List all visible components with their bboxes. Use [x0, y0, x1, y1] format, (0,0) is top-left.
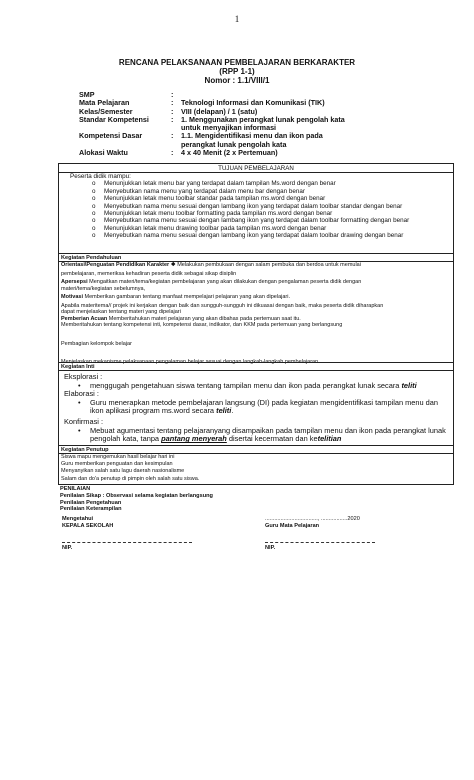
list-item: o Menyebutkan nama menu sesuai dengan lambang ikon yang terdapat dalam toolbar drawing dengan benar [92, 232, 404, 240]
mengetahui-label: Mengetahui [62, 516, 94, 522]
signature-line-right [265, 542, 375, 543]
page-number: 1 [234, 14, 240, 24]
penutup-body [61, 454, 451, 483]
inti-body [62, 373, 450, 444]
section-heading-pendahuluan: Kegiatan Pendahuluan [58, 253, 454, 262]
text-line: Orientasi\Penguatan Pendidikan Karakter ❖ Melakukan pembukaan dengan salam pembuka dan berdoa untuk memulai [61, 262, 361, 268]
info-row: Mata Pelajaran : Teknologi Informasi dan Komunikasi (TIK) [79, 98, 325, 108]
pendahuluan-body [61, 262, 451, 366]
document-number: Nomor : 1.1/VIII/1 [204, 76, 270, 85]
list-item: • Guru menerapkan metode pembelajaran langsung (DI) pada kegiatan mengidentifikasi tampilan menu dan ikon aplikasi program ms.word secara teliti. [78, 397, 438, 416]
text-line: Motivasi Memberikan gambaran tentang manfaat mempelajari pelajaran yang akan dipelajari. [61, 294, 290, 300]
text-line: Pembagian kelompok belajar [61, 340, 132, 347]
objectives-intro: Peserta didik mampu: [70, 173, 131, 180]
info-row: Kelas/Semester : VIII (delapan) / 1 (satu) [79, 106, 258, 116]
penilaian-block [58, 486, 358, 513]
info-row: Kompetensi Dasar : 1.1. Mengidentifikasi menu dan ikon pada perangkat lunak pengolah kata [79, 131, 323, 149]
text-line: Pemberian Acuan Memberitahukan materi pelajaran yang akan dibahas pada pertemuan saat itu. [61, 315, 301, 322]
text-line: pembelajaran, memeriksa kehadiran peserta didik sebagai sikap disiplin [61, 270, 237, 277]
list-item: • Mebuat agumentasi tentang pelajaranyang disampaikan pada tampilan menu dan ikon pada perangkat lunak pengolah kata, tanpa pantang menyerah disertai kecermatan dan ketelitian [78, 425, 446, 444]
list-item: o Menunjukkan letak menu toolbar formatting pada tampilan ms.word dengan benar [92, 210, 333, 218]
info-row: Alokasi Waktu : 4 x 40 Menit (2 x Pertemuan) [79, 148, 278, 158]
text-line: Guru memberikan penguatan dan kesimpulan [61, 461, 173, 468]
text-line: Apabila materitema// projek ini kerjakan dengan baik dan sungguh-sungguh ini dikuasai dengan baik, maka peserta didik diharapkan [61, 302, 384, 309]
section-heading-penutup: Kegiatan Penutup [58, 445, 454, 454]
section-heading-inti: Kegiatan Inti [58, 362, 454, 371]
penilaian-keterampilan: Penilaian Keterampilan [60, 506, 122, 513]
text-line: Menyanyikan salah satu lagu daerah nasionalisme [61, 468, 185, 475]
list-item: • menggugah pengetahuan siswa tentang tampilan menu dan ikon pada perangkat lunak secara teliti [78, 380, 417, 390]
eksplorasi-label: Eksplorasi : [64, 372, 103, 381]
text-line: Apersepsi Mengaitkan materi/tema/kegiatan pembelajaran yang akan dilakukan dengan pengalaman peserta didik dengan [61, 279, 362, 285]
text-line: Salam dan do'a penutup di pimpin oleh salah satu siswa. [61, 475, 200, 482]
list-item: o Menyebutkan nama menu sesuai dengan lambang ikon yang terdapat dalam toolbar standar dengan benar [92, 202, 403, 210]
penilaian-pengetahuan: Penilaian Pengetahuan [60, 499, 122, 506]
identity-table [79, 91, 419, 157]
place-date-line: .................................., .................2020 [265, 516, 360, 522]
document-title: RENCANA PELAKSANAAN PEMBELAJARAN BERKARAKTER [118, 58, 356, 67]
info-row: Standar Kompetensi : 1. Menggunakan perangkat lunak pengolah kata untuk menyajikan informasi [79, 114, 345, 133]
info-row: SMP : [79, 90, 174, 99]
list-item: o Menunjukkan letak menu toolbar standar pada tampilan ms.word dengan benar [92, 195, 326, 203]
text-line: dapat menjelaskan tentang materi yang dipelajari [61, 309, 181, 315]
penilaian-sikap: Penilaian Sikap : Observasi selama kegiatan berlangsung [60, 492, 213, 499]
signature-line-left [62, 542, 192, 543]
list-item: o Menunjukkan letak menu drawing toolbar pada tampilan ms.word dengan benar [92, 224, 327, 232]
nip-right: NIP. [265, 545, 276, 551]
text-line: Memberitahukan tentang kompetensi inti, kompetensi dasar, indikator, dan KKM pada pertemuan yang berlangsung [61, 322, 343, 328]
guru-label: Guru Mata Pelajaran [265, 523, 320, 529]
penilaian-heading: PENILAIAN [60, 486, 91, 492]
elaborasi-label: Elaborasi : [64, 389, 99, 399]
list-item: o Menyebutkan nama menu yang terdapat dalam menu bar dengan benar [92, 187, 305, 195]
nip-left: NIP. [62, 545, 73, 551]
text-line: Menjelaskan mekanisme pelaksanaan pengalaman belajar sesuai dengan langkah-langkah pembelajaran. [61, 359, 320, 365]
konfirmasi-label: Konfirmasi : [64, 416, 104, 426]
list-item: o Menyebutkan nama menu sesuai dengan lambang ikon yang terdapat dalam toolbar formatting dengan benar [92, 217, 410, 225]
text-line: Siswa mapu mengemukan hasil belajar hari ini [61, 454, 175, 460]
text-line: materi/tema/kegiatan sebelumnya, [61, 285, 146, 292]
list-item: o Menunjukkan letak menu bar yang terdapat dalam tampilan Ms.word dengan benar [92, 180, 336, 188]
objectives-heading: TUJUAN PEMBELAJARAN [58, 163, 454, 173]
kepala-sekolah-label: KEPALA SEKOLAH [62, 523, 114, 529]
document-subtitle: (RPP 1-1) [219, 67, 255, 76]
objectives-list [62, 173, 448, 240]
